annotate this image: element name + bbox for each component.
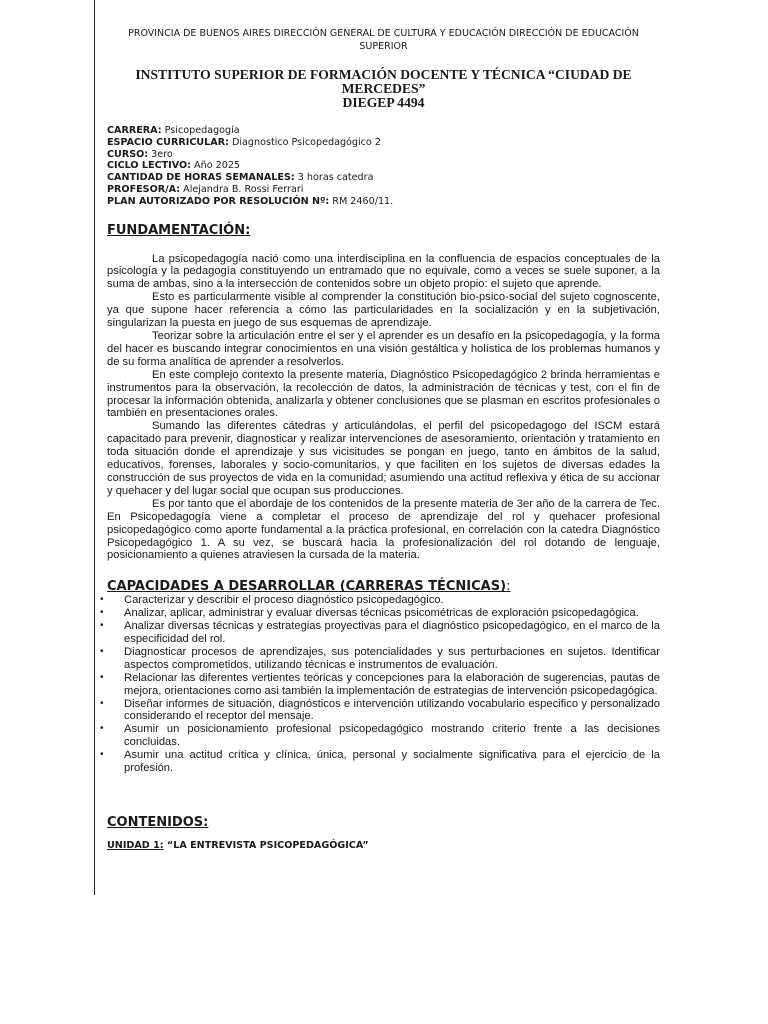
list-item: • Analizar diversas técnicas y estrategias proyectivas para el diagnóstico psicopedagógico, en el marco de la especificidad del rol. (100, 620, 660, 646)
meta-espacio-curricular: ESPACIO CURRICULAR: Diagnostico Psicopedagógico 2 (107, 136, 381, 148)
unidad-1-title: UNIDAD 1: “LA ENTREVISTA PSICOPEDAGÓGICA” (107, 840, 369, 852)
bullet-icon: • (100, 723, 104, 735)
list-item: • Analizar, aplicar, administrar y evaluar diversas técnicas psicométricas de exploración psicopedagógica. (100, 607, 639, 620)
meta-carrera: CARRERA: Psicopedagogía (107, 125, 240, 136)
paragraph: Teorizar sobre la articulación entre el ser y el aprender es un desafío en la psicopedagogía, y la forma del hacer es buscando integrar conocimientos en una visión gestáltica y holística de los problemas humanos y de su forma analítica de aprender a resolverlos. (107, 330, 660, 368)
institute-title (107, 68, 660, 110)
ministry-header: PROVINCIA DE BUENOS AIRES DIRECCIÓN GENERAL DE CULTURA Y EDUCACIÓN DIRECCIÓN DE EDUCACIÓN SUPERIOR (128, 28, 639, 52)
paragraph: En este complejo contexto la presente materia, Diagnóstico Psicopedagógico 2 brinda herramientas e instrumentos para la observación, la recolección de datos, la administración de técnicas y test, con el fin de procesar la información obtenida, analizarla y obtener conclusiones que se plasman en escritos profesionales o también en presentaciones orales. (107, 368, 660, 420)
bullet-icon: • (100, 671, 104, 683)
list-item: • Asumir un posicionamiento profesional psicopedagógico mostrando criterio frente a las decisiones concluidas. (100, 723, 660, 749)
bullet-icon: • (100, 607, 104, 619)
list-item: • Relacionar las diferentes vertientes teóricas y concepciones para la elaboración de sugerencias, pautas de mejora, orientaciones como asi también la implementación de estrategias de intervención psicopedagógica. (100, 671, 660, 697)
bullet-icon: • (100, 620, 104, 632)
list-item: • Asumir una actitud crítica y clínica, única, personal y socialmente significativa para el ejercicio de la profesión. (100, 749, 660, 775)
institute-name: INSTITUTO SUPERIOR DE FORMACIÓN DOCENTE Y TÉCNICA “CIUDAD DE MERCEDES” (135, 67, 632, 96)
bullet-icon: • (100, 645, 104, 657)
bullet-icon: • (100, 749, 104, 761)
margin-rule (94, 0, 95, 895)
paragraph: Es por tanto que el abordaje de los contenidos de la presente materia de 3er año de la carrera de Tec. En Psicopedagogía viene a completar el proceso de aprendizaje del rol y quehacer profesional psicopedagógico como aporte fundamental a la práctica profesional, en correlación con la catedra Diagnóstico Psicopedagógico 1. A su vez, se buscará hacia la profesionalización del rol dotando de lenguaje, posicionamiento a quienes atraviesen la cursada de la materia. (107, 497, 660, 562)
capacidades-list (100, 594, 660, 775)
fundamentacion-heading: FUNDAMENTACIÓN: (107, 222, 251, 238)
paragraph: La psicopedagogía nació como una interdisciplina en la confluencia de espacios conceptuales de la psicología y la pedagogía constituyendo un entramado que no equivale, como a veces se suele suponer, a la suma de ambas, sino a la intersección de contenidos sobre un objeto propio: el sujeto que aprende. (107, 252, 660, 291)
meta-curso: CURSO: 3ero (107, 148, 173, 160)
meta-plan-autorizado: PLAN AUTORIZADO POR RESOLUCIÓN Nº: RM 2460/11. (107, 195, 394, 207)
diegep-number: DIEGEP 4494 (342, 95, 425, 110)
fundamentacion-body (107, 253, 660, 563)
document-page (100, 28, 660, 861)
list-item: • Diagnosticar procesos de aprendizajes, sus potencialidades y sus perturbaciones en sujetos. Identificar aspectos comprometidos, utilizando técnicas e instrumentos de evaluación. (100, 645, 660, 671)
contenidos-heading: CONTENIDOS: (107, 815, 209, 831)
list-item: • Diseñar informes de situación, diagnósticos e intervención utilizando vocabulario especifico y personalizado considerando el receptor del mensaje. (100, 697, 660, 723)
course-info (107, 125, 660, 208)
meta-horas-semanales: CANTIDAD DE HORAS SEMANALES: 3 horas catedra (107, 172, 374, 184)
list-item: • Caracterizar y describir el proceso diagnóstico psicopedagógico. (100, 594, 444, 607)
bullet-icon: • (100, 697, 104, 709)
meta-profesor: PROFESOR/A: Alejandra B. Rossi Ferrari (107, 183, 304, 195)
bullet-icon: • (100, 594, 104, 606)
capacidades-heading: CAPACIDADES A DESARROLLAR (CARRERAS TÉCNICAS): (107, 579, 511, 595)
paragraph: Esto es particularmente visible al comprender la constitución bio-psico-social del sujeto cognoscente, ya que supone hacer referencia a cómo las particularidades en la socialización y en la subjetivación, singularizan la puesta en juego de sus esquemas de aprendizaje. (107, 291, 660, 330)
paragraph: Sumando las diferentes cátedras y articulándolas, el perfil del psicopedagogo del ISCM estará capacitado para prevenir, diagnosticar y realizar intervenciones de asesoramiento, orientación y tratamiento en toda situación donde el aprendizaje y sus vicisitudes se pongan en juego, tanto en ámbitos de la salud, educativos, forenses, laborales y socio-comunitarios, y que faciliten en los sujetos de diversas edades la construcción de sus proyectos de vida en la comunidad; asumiendo una actitud reflexiva y ética de su accionar y quehacer y del lugar social que ocupan sus producciones. (107, 420, 660, 497)
meta-ciclo-lectivo: CICLO LECTIVO: Año 2025 (107, 160, 241, 172)
